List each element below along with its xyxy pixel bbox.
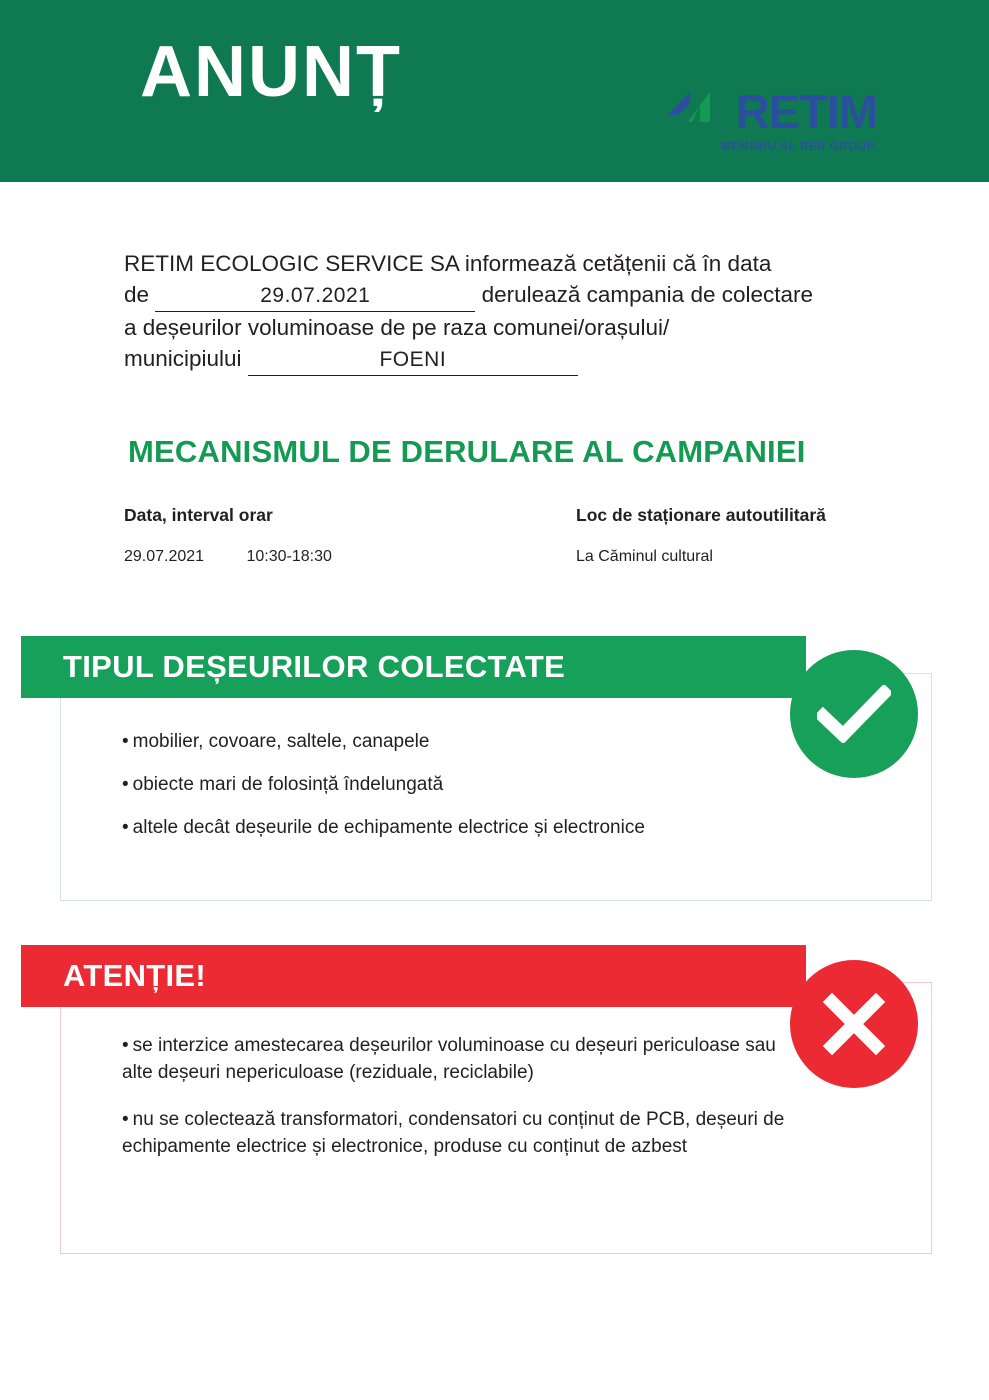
schedule-table — [124, 505, 924, 566]
bullet-dot-icon: • — [122, 774, 129, 795]
list-item-label: obiecte mari de folosință îndelungată — [132, 774, 444, 795]
city-fill-field[interactable] — [248, 343, 578, 376]
cell-hours: 10:30-18:30 — [246, 548, 332, 565]
table-header-row — [124, 505, 924, 526]
city-value: FOENI — [379, 348, 447, 371]
collected-waste-banner: TIPUL DEȘEURILOR COLECTATE — [21, 636, 806, 698]
date-fill-field[interactable] — [155, 279, 475, 312]
page-header — [0, 0, 989, 182]
cell-location: La Căminul cultural — [576, 548, 713, 565]
cell-datetime — [124, 548, 576, 566]
intro-municipality-label: municipiului — [124, 346, 242, 371]
list-item-label: mobilier, covoare, saltele, canapele — [132, 731, 430, 752]
column-header-location: Loc de staționare autoutilitară — [576, 505, 826, 525]
table-row — [124, 548, 924, 566]
mechanism-title: MECANISMUL DE DERULARE AL CAMPANIEI — [128, 434, 806, 469]
intro-line-2b: a deșeurilor voluminoase de pe raza comunei/orașului/ — [124, 315, 670, 340]
list-item — [0, 1032, 989, 1086]
warning-list — [0, 1032, 989, 1180]
list-item — [0, 771, 989, 798]
list-item — [0, 728, 989, 755]
column-header-datetime: Data, interval orar — [124, 505, 273, 525]
bullet-dot-icon: • — [122, 817, 129, 838]
intro-line-1: RETIM ECOLOGIC SERVICE SA informează cetățenii că în data — [124, 251, 772, 276]
list-item-label: nu se colectează transformatori, condensatori cu conținut de PCB, deșeuri de echipamente electrice și electronice, produse cu conținut de azbest — [122, 1109, 785, 1157]
intro-line-2a: derulează campania de colectare — [481, 282, 814, 307]
retim-tagline: MEMBRU AL RER GROUP — [721, 141, 875, 153]
retim-wordmark: RETIM — [735, 85, 877, 138]
list-item-label: se interzice amestecarea deșeurilor voluminoase cu deșeuri periculoase sau alte deșeuri nepericuloase (reziduale, reciclabile) — [122, 1035, 776, 1083]
intro-paragraph — [124, 248, 914, 376]
cell-date: 29.07.2021 — [124, 548, 205, 565]
collected-waste-list — [0, 728, 989, 857]
bullet-dot-icon: • — [122, 731, 129, 752]
retim-logo — [668, 85, 877, 153]
list-item — [0, 1106, 989, 1160]
intro-de-label: de — [124, 282, 150, 307]
bullet-dot-icon: • — [122, 1035, 129, 1056]
page-title: ANUNȚ — [140, 32, 402, 112]
list-item — [0, 814, 989, 841]
list-item-label: altele decât deșeurile de echipamente electrice și electronice — [132, 817, 645, 838]
retim-arrow-logo-icon — [668, 88, 730, 135]
date-value: 29.07.2021 — [260, 284, 371, 307]
bullet-dot-icon: • — [122, 1109, 129, 1130]
warning-banner: ATENȚIE! — [21, 945, 806, 1007]
